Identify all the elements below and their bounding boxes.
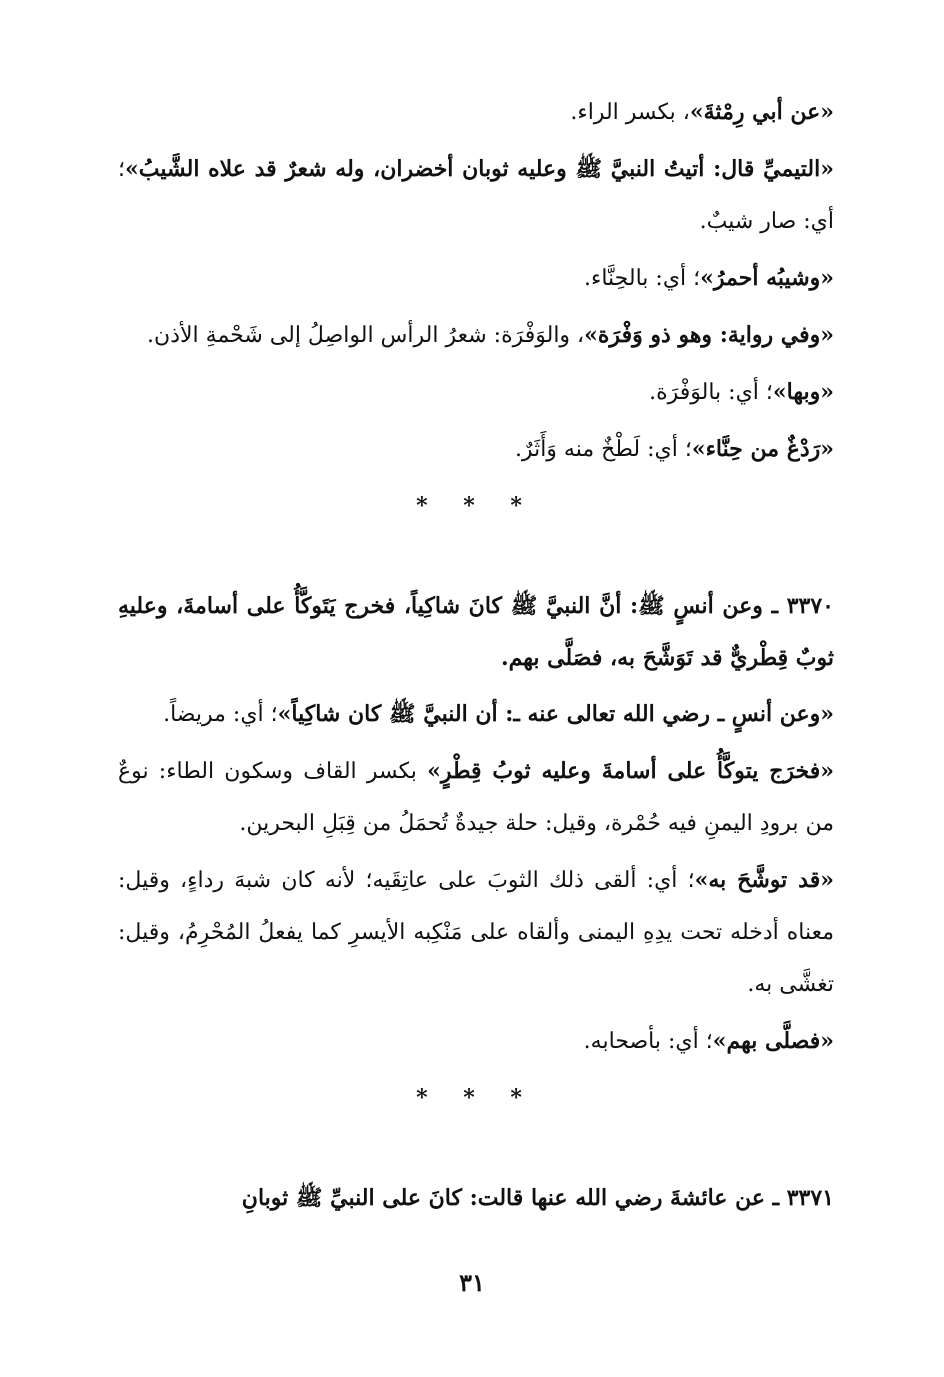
page-body	[118, 86, 834, 1228]
quoted-text: «وعن أنسٍ ـ رضي الله تعالى عنه ـ: أن النبيَّ ﷺ كان شاكِياً»	[277, 701, 834, 727]
quoted-text: «وشيبُه أحمرُ»	[700, 265, 834, 291]
quoted-text: «وبها»	[772, 379, 834, 405]
explanation-text: ؛ أي: بالوَفْرَة.	[649, 380, 773, 405]
explanation-text: ؛ أي: ألقى ذلك الثوبَ على عاتِقَيه؛ لأنه كان شبهَ رداءٍ، وقيل: معناه أدخله تحت يدِهِ اليمنى وألقاه على مَنْكِبه الأيسرِ كما يفعلُ المُحْرِمُ، وقيل: تغشَّى به.	[118, 868, 834, 997]
commentary-paragraph	[118, 86, 834, 139]
explanation-text: ، والوَفْرَة: شعرُ الرأس الواصِلُ إلى شَحْمةِ الأذن.	[147, 323, 585, 348]
explanation-text: ، بكسر الراء.	[570, 100, 690, 125]
commentary-paragraph	[118, 854, 834, 1011]
explanation-text: ؛ أي: بأصحابه.	[583, 1029, 713, 1054]
commentary-paragraph	[118, 143, 834, 248]
explanation-text: ؛ أي: لَطْخٌ منه وَأَثَرٌ.	[514, 437, 692, 462]
quoted-text: «فصلَّى بهم»	[712, 1028, 834, 1054]
quoted-text: «وفي رواية: وهو ذو وَفْرَة»	[584, 322, 834, 348]
commentary-paragraph	[118, 745, 834, 850]
hadith-text: ٣٣٧٠ ـ وعن أنسٍ ﷺ: أنَّ النبيَّ ﷺ كانَ شاكِياً، فخرج يَتَوكَّأُ على أسامةَ، وعليهِ ثوبٌ قِطْريٌّ قد تَوَشَّحَ به، فصَلَّى بهم.	[118, 593, 834, 671]
commentary-paragraph	[118, 1015, 834, 1068]
commentary-paragraph	[118, 688, 834, 741]
quoted-text: «فخرَج يتوكَّأُ على أسامةَ وعليه ثوبُ قِطْرٍ»	[427, 758, 835, 784]
commentary-paragraph	[118, 366, 834, 419]
quoted-text: «قد توشَّحَ به»	[694, 867, 834, 893]
explanation-text: ؛ أي: صار شيبٌ.	[118, 157, 834, 234]
quoted-text: «رَدْغٌ من حِنَّاء»	[691, 436, 834, 462]
hadith-text: ٣٣٧١ ـ عن عائشةَ رضي الله عنها قالت: كانَ على النبيِّ ﷺ ثوبانِ	[241, 1185, 834, 1211]
explanation-text: بكسر القاف وسكون الطاء: نوعٌ من برودِ اليمنِ فيه حُمْرة، وقيل: حلة جيدةٌ تُحمَلُ من قِبَلِ البحرين.	[118, 759, 834, 836]
explanation-text: ؛ أي: بالحِنَّاء.	[584, 266, 701, 291]
section-separator: * * *	[416, 1085, 536, 1111]
explanation-text: ؛ أي: مريضاً.	[163, 702, 278, 727]
commentary-paragraph	[118, 309, 834, 362]
commentary-paragraph	[118, 252, 834, 305]
commentary-paragraph	[118, 423, 834, 476]
page-number: ٣١	[459, 1268, 485, 1297]
quoted-text: «عن أبي رِمْثةَ»	[689, 99, 834, 125]
section-separator: * * *	[416, 493, 536, 519]
quoted-text: «التيميِّ قال: أتيتُ النبيَّ ﷺ وعليه ثوبان أخضران، وله شعرٌ قد علاه الشَّيبُ»	[125, 156, 834, 182]
